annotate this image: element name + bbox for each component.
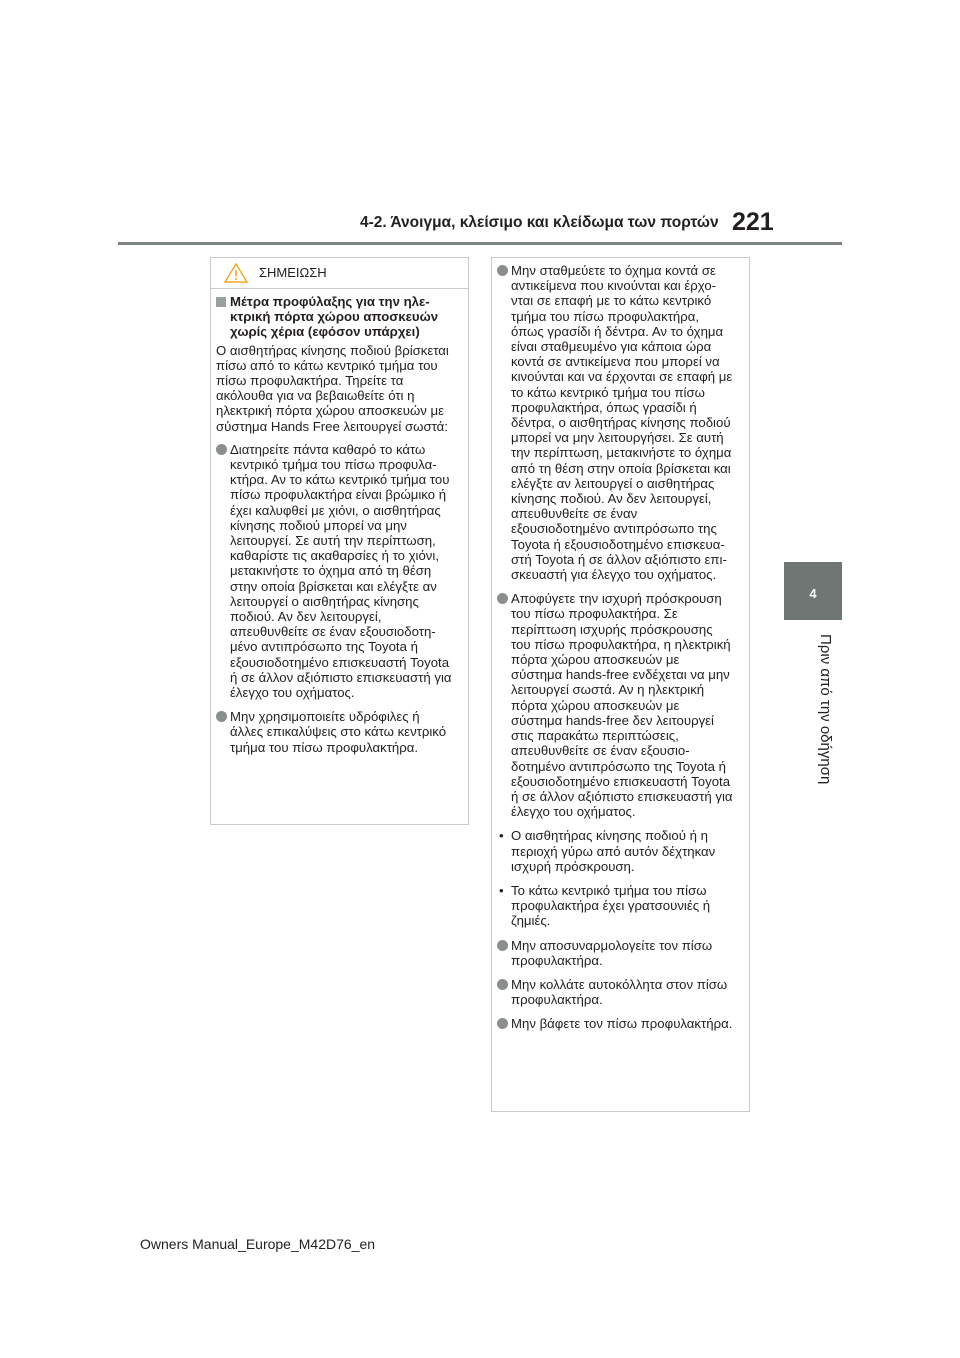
- warning-triangle-icon: [224, 263, 248, 283]
- page-number: 221: [732, 208, 774, 236]
- list-item: [497, 977, 733, 1007]
- circle-bullet-icon: [216, 444, 227, 455]
- chapter-tab: [784, 562, 842, 620]
- chapter-label: Πριν από την οδήγηση: [817, 634, 834, 785]
- circle-bullet-icon: [497, 265, 508, 276]
- notice-heading: [216, 294, 452, 340]
- notice-column-right: [497, 263, 733, 1041]
- list-item-text: Διατηρείτε πάντα καθαρό το κάτω κεντρικό τμήμα του πίσω προφυλακτήρα. Αν το κάτω κεντρικό τμήμα του πίσω προφυλακτήρα είναι βρώμικο ή έχει καλυφθεί με χιόνι, ο αισθητήρας κίνησης ποδιού μπορεί να μην λειτουργεί. Σε αυτή την περίπτωση, καθαρίστε τις ακαθαρσίες ή το χιόνι, μετακινήστε το όχημα από τη θέση στην οποία βρίσκεται και ελέγξτε αν λειτουργεί ο αισθητήρας κίνησης ποδιού. Αν δεν λειτουργεί, απευθυνθείτε σε έναν εξουσιοδοτημένο αντιπρόσωπο της Toyota ή εξουσιοδοτημένο επισκευαστή Toyota ή σε άλλον αξιόπιστο επισκευαστή για έλεγχο του οχήματος.: [230, 441, 452, 701]
- list-item-text: Μην κολλάτε αυτοκόλλητα στον πίσω προφυλακτήρα.: [511, 976, 728, 1008]
- list-item-text: Μην βάφετε τον πίσω προφυλακτήρα.: [511, 1016, 733, 1032]
- section-title: 4-2. Άνοιγμα, κλείσιμο και κλείδωμα των πορτών: [360, 214, 719, 231]
- circle-bullet-icon: [216, 711, 227, 722]
- circle-bullet-icon: [497, 1018, 508, 1029]
- list-item: [497, 591, 733, 819]
- list-item: [497, 263, 733, 582]
- dash-bullet-icon: •: [499, 882, 504, 898]
- list-item: [497, 938, 733, 968]
- header-rule: [118, 242, 842, 245]
- list-item: [216, 709, 452, 755]
- circle-bullet-icon: [497, 979, 508, 990]
- list-item-text: Μην χρησιμοποιείτε υδρόφιλες ή άλλες επικαλύψεις στο κάτω κεντρικό τμήμα του πίσω προφυλακτήρα.: [230, 709, 447, 755]
- notice-column-left: [216, 294, 452, 764]
- dash-item: [497, 828, 733, 874]
- notice-intro: Ο αισθητήρας κίνησης ποδιού βρίσκεται πίσω από το κάτω κεντρικό τμήμα του πίσω προφυλακτήρα. Τηρείτε τα ακόλουθα για να βεβαιωθείτε ότι η ηλεκτρική πόρτα χώρου αποσκευών με σύστημα Hands Free λειτουργεί σωστά:: [216, 342, 449, 434]
- list-item-text: Μην αποσυναρμολογείτε τον πίσω προφυλακτήρα.: [511, 937, 713, 968]
- list-item: [497, 1016, 733, 1031]
- dash-item: [497, 883, 733, 929]
- dash-item-text: Ο αισθητήρας κίνησης ποδιού ή η περιοχή γύρω από αυτόν δέχτηκαν ισχυρή πρόσκρουση.: [511, 828, 716, 874]
- notice-label: ΣΗΜΕΙΩΣΗ: [259, 265, 327, 280]
- dash-bullet-icon: •: [499, 828, 504, 844]
- square-bullet-icon: [216, 297, 226, 307]
- notice-header: [211, 258, 468, 289]
- footer-text: Owners Manual_Europe_M42D76_en: [140, 1236, 376, 1252]
- list-item-text: Μην σταθμεύετε το όχημα κοντά σε αντικείμενα που κινούνται και έρχονται σε επαφή με το κάτω κεντρικό τμήμα του πίσω προφυλακτήρα, όπως γρασίδι ή δέντρα. Αν το όχημα είναι σταθμευμένο για κάποια ώρα κοντά σε αντικείμενα που μπορεί να κινούνται και να έρχονται σε επαφή με το κάτω κεντρικό τμήμα του πίσω προφυλακτήρα, όπως γρασίδι ή δέντρα, ο αισθητήρας κίνησης ποδιού μπορεί να μην λειτουργήσει. Σε αυτή την περίπτωση, μετακινήστε το όχημα από τη θέση στην οποία βρίσκεται και ελέγξτε αν λειτουργεί ο αισθητήρας κίνησης ποδιού. Αν δεν λειτουργεί, απευθυνθείτε σε έναν εξουσιοδοτημένο αντιπρόσωπο της Toyota ή εξουσιοδοτημένο επισκευαστή Toyota ή σε άλλον αξιόπιστο επισκευαστή για έλεγχο του οχήματος.: [511, 263, 733, 583]
- dash-item-text: Το κάτω κεντρικό τμήμα του πίσω προφυλακτήρα έχει γρατσουνιές ή ζημιές.: [511, 882, 711, 929]
- circle-bullet-icon: [497, 940, 508, 951]
- chapter-number: 4: [809, 586, 817, 601]
- circle-bullet-icon: [497, 593, 508, 604]
- list-item-text: Αποφύγετε την ισχυρή πρόσκρουση του πίσω προφυλακτήρα. Σε περίπτωση ισχυρής πρόσκρουσης του πίσω προφυλακτήρα, η ηλεκτρική πόρτα χώρου αποσκευών με σύστημα hands-free ενδέχεται να μην λειτουργεί σωστά. Αν η ηλεκτρική πόρτα χώρου αποσκευών με σύστημα hands-free δεν λειτουργεί στις παρακάτω περιπτώσεις, απευθυνθείτε σε έναν εξουσιοδοτημένο αντιπρόσωπο της Toyota ή εξουσιοδοτημένο επισκευαστή Toyota ή σε άλλον αξιόπιστο επισκευαστή για έλεγχο του οχήματος.: [511, 591, 733, 820]
- notice-heading-text: Μέτρα προφύλαξης για την ηλεκτρική πόρτα χώρου αποσκευών χωρίς χέρια (εφόσον υπάρχει): [230, 294, 439, 340]
- list-item: [216, 442, 452, 700]
